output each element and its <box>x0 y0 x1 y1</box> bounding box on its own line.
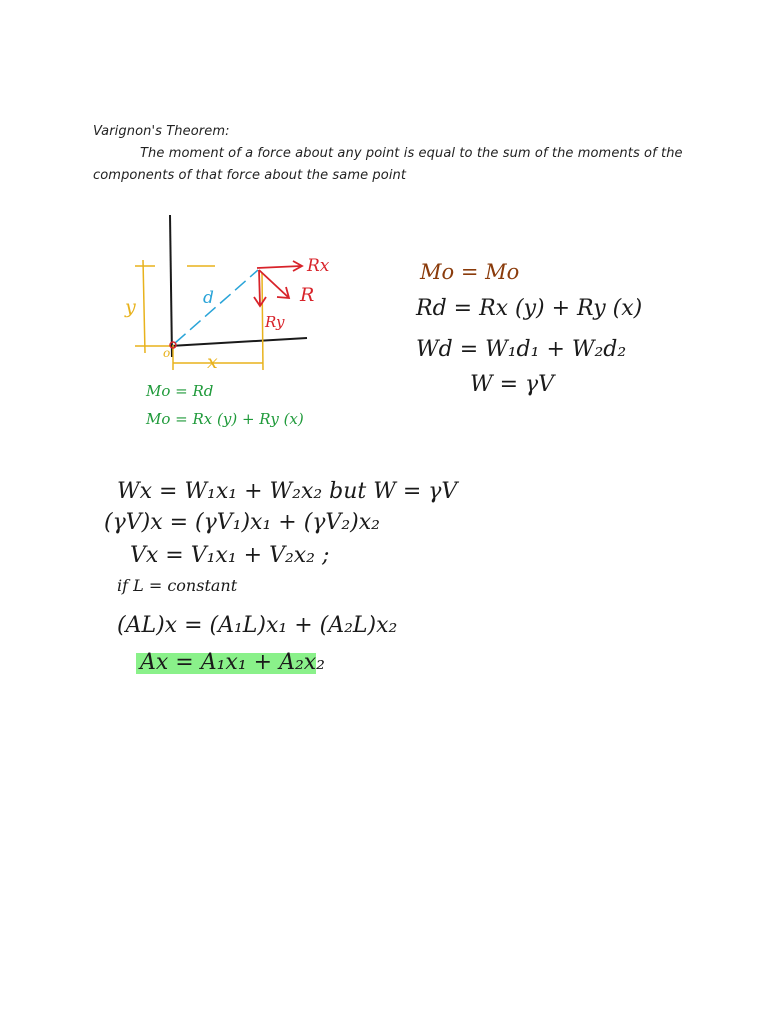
label-x: x <box>207 351 218 373</box>
distance-d-line <box>175 270 258 343</box>
force-diagram <box>125 205 330 380</box>
lower-equation-4: if L = constant <box>117 576 238 595</box>
lower-equation-2: (γV)x = (γV₁)x₁ + (γV₂)x₂ <box>104 510 380 535</box>
right-equation-2: Rd = Rx (y) + Ry (x) <box>416 296 643 321</box>
theorem-statement-line-1: The moment of a force about any point is equal to the sum of the moments of the <box>140 146 683 161</box>
y-axis <box>170 215 172 357</box>
dim-x-tick-right <box>262 273 263 370</box>
label-r: R <box>300 284 315 306</box>
lower-equation-3: Vx = V₁x₁ + V₂x₂ ; <box>130 543 330 568</box>
force-ry-arrow <box>259 270 260 305</box>
label-ry: Ry <box>265 313 285 331</box>
lower-equation-1: Wx = W₁x₁ + W₂x₂ but W = γV <box>117 479 458 504</box>
label-d: d <box>203 288 214 308</box>
lower-equation-6: Ax = A₁x₁ + A₂x₂ <box>140 650 326 675</box>
right-equation-3: Wd = W₁d₁ + W₂d₂ <box>416 337 627 362</box>
force-r-arrow <box>259 270 288 297</box>
label-o: o <box>163 346 171 360</box>
x-axis <box>170 338 307 346</box>
lower-equation-5: (AL)x = (A₁L)x₁ + (A₂L)x₂ <box>117 613 398 638</box>
right-equation-4: W = γV <box>470 372 555 397</box>
label-y: y <box>125 296 136 318</box>
theorem-statement-line-2: components of that force about the same point <box>93 168 407 183</box>
dim-y-line <box>143 260 145 353</box>
green-equation-1: Mo = Rd <box>146 382 214 400</box>
green-equation-2: Mo = Rx (y) + Ry (x) <box>146 410 304 428</box>
right-equation-1: Mo = Mo <box>420 260 520 284</box>
theorem-title: Varignon's Theorem: <box>93 124 230 139</box>
label-rx: Rx <box>307 256 330 276</box>
force-rx-arrow <box>257 266 301 268</box>
